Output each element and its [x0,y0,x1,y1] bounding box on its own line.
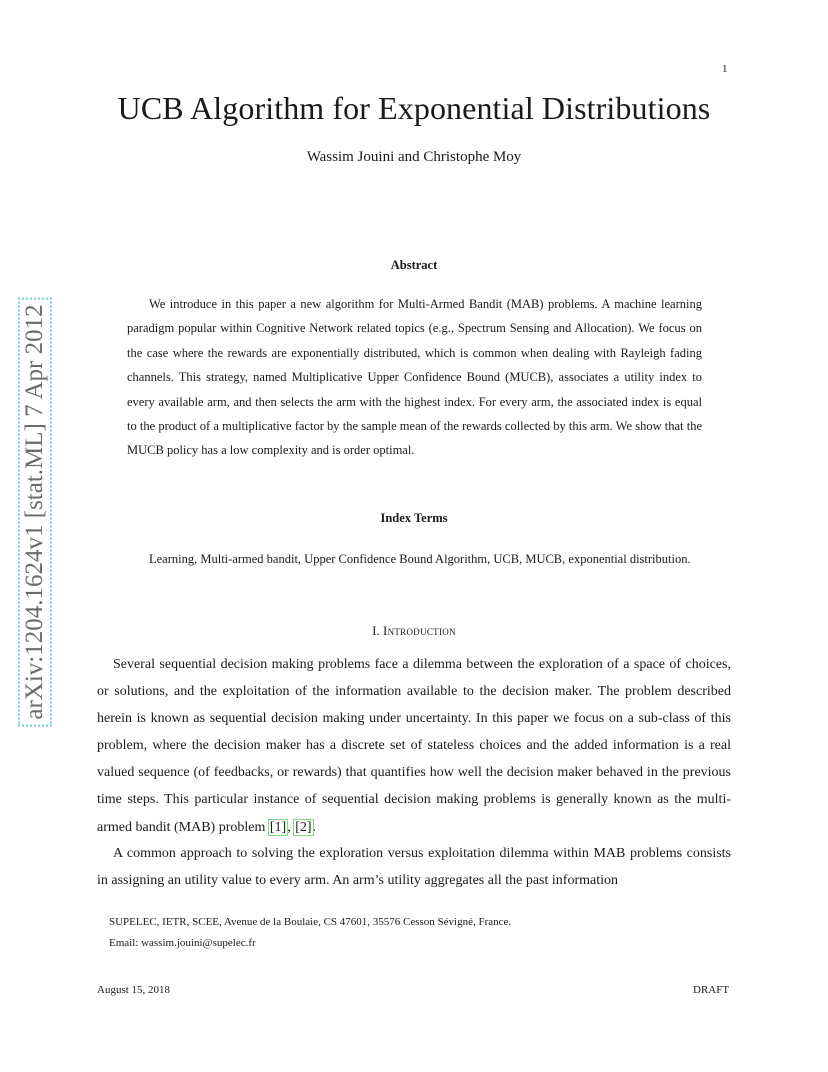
page-number: 1 [722,63,728,75]
footnote-email: Email: wassim.jouini@supelec.fr [109,937,256,949]
section-number: I. [372,623,380,638]
footer-date: August 15, 2018 [97,984,171,996]
footnote-affiliation: SUPELEC, IETR, SCEE, Avenue de la Boulaie, CS 47601, 35576 Cesson Sévigné, France. [109,916,512,928]
paper-title: UCB Algorithm for Exponential Distributions [117,90,711,126]
intro-paragraph-2: A common approach to solving the exploration versus exploitation dilemma within MAB problems consists in assigning an utility value to every arm. An arm’s utility aggregates all the past information [97,846,731,889]
citation-link-1[interactable]: [1] [269,819,287,835]
paragraph-text: Several sequential decision making problems face a dilemma between the exploration of a space of choices, or solutions, and the exploitation of the information available to the decision maker. The problem described herein is known as sequential decision making under uncertainty. In this paper we focus on a sub-class of this problem, where the decision maker has a discrete set of stateless choices and the added information is a real valued sequence (of feedbacks, or rewards) that quantifies how well the decision maker behaved in the previous time steps. This particular instance of sequential decision making problems is generally known as the multi-armed bandit (MAB) problem [97,657,731,835]
citation-link-2[interactable]: [2] [295,819,312,835]
section-title: Introduction [382,623,456,638]
abstract-text: We introduce in this paper a new algorithm for Multi-Armed Bandit (MAB) problems. A machine learning paradigm popular within Cognitive Network related topics (e.g., Spectrum Sensing and Allocation). We focus on the case where the rewards are exponentially distributed, which is common when dealing with Rayleigh fading channels. This strategy, named Multiplicative Upper Confidence Bound (MUCB), associates a utility index to every available arm, and then selects the arm with the highest index. For every arm, the associated index is equal to the product of a multiplicative factor by the sample mean of the rewards collected by this arm. We show that the MUCB policy has a low complexity and is order optimal. [127,297,702,458]
paragraph-end: . [312,819,317,835]
paper-authors: Wassim Jouini and Christophe Moy [306,149,522,165]
abstract-heading: Abstract [390,258,438,272]
section-heading-introduction [0,623,828,639]
citation-separator: , [287,819,295,835]
intro-paragraph-1 [97,651,731,841]
arxiv-identifier[interactable]: arXiv:1204.1624v1 [stat.ML] 7 Apr 2012 [21,300,49,723]
footer-draft-label: DRAFT [693,984,730,996]
index-terms-text: Learning, Multi-armed bandit, Upper Confidence Bound Algorithm, UCB, MUCB, exponential distribution. [149,552,691,566]
index-terms-heading: Index Terms [380,511,448,525]
